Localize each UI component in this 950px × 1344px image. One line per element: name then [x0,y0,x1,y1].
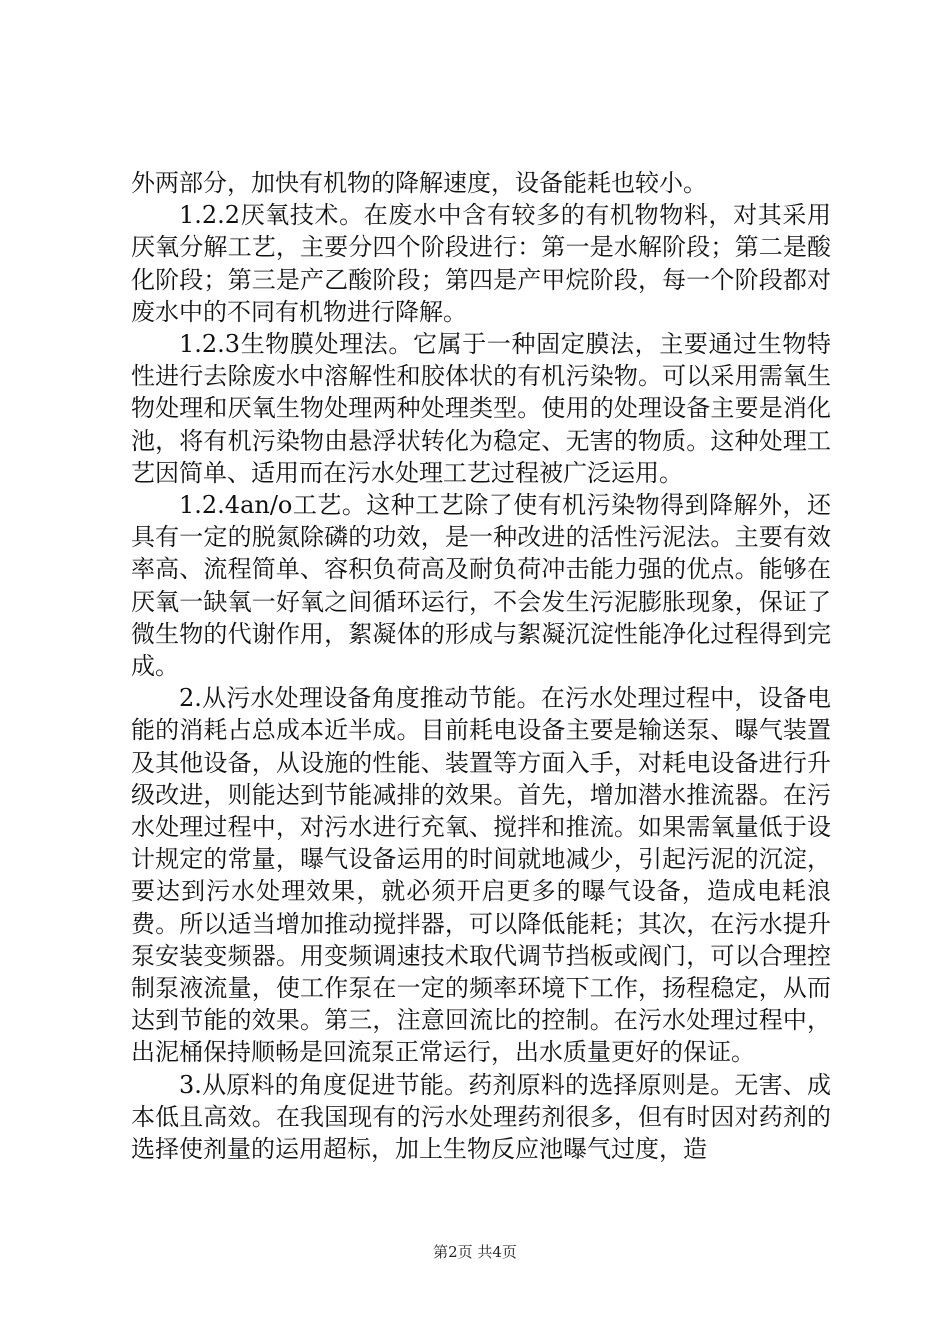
page-number-footer: 第2页 共4页 [433,1243,517,1261]
paragraph-ao-process: 1.2.4an/o工艺。这种工艺除了使有机污染物得到降解外，还具有一定的脱氮除磷的功效，是一种改进的活性污泥法。主要有效率高、流程简单、容积负荷高及耐负荷冲击能力强的优点。能够在厌氧一缺氧一好氧之间循环运行，不会发生污泥膨胀现象，保证了微生物的代谢作用，絮凝体的形成与絮凝沉淀性能净化过程得到完成。 [131,491,831,681]
paragraph-anaerobic-technology: 1.2.2厌氧技术。在废水中含有较多的有机物物料，对其采用厌氧分解工艺，主要分四个阶段进行：第一是水解阶段；第二是酸化阶段；第三是产乙酸阶段；第四是产甲烷阶段，每一个阶段都对废水中的不同有机物进行降解。 [131,201,831,326]
paragraph-raw-material-energy-saving: 3.从原料的角度促进节能。药剂原料的选择原则是。无害、成本低且高效。在我国现有的污水处理药剂很多，但有时因对药剂的选择使剂量的运用超标，加上生物反应池曝气过度，造 [131,1070,831,1164]
paragraph-equipment-energy-saving: 2.从污水处理设备角度推动节能。在污水处理过程中，设备电能的消耗占总成本近半成。目前耗电设备主要是输送泵、曝气装置及其他设备，从设施的性能、装置等方面入手，对耗电设备进行升级改进，则能达到节能减排的效果。首先，增加潜水推流器。在污水处理过程中，对污水进行充氧、搅拌和推流。如果需氧量低于设计规定的常量，曝气设备运用的时间就地减少，引起污泥的沉淀，要达到污水处理效果，就必须开启更多的曝气设备，造成电耗浪费。所以适当增加推动搅拌器，可以降低能耗；其次，在污水提升泵安装变频器。用变频调速技术取代调节挡板或阀门，可以合理控制泵液流量，使工作泵在一定的频率环境下工作，扬程稳定，从而达到节能的效果。第三，注意回流比的控制。在污水处理过程中，出泥桶保持顺畅是回流泵正常运行，出水质量更好的保证。 [131,684,831,1067]
body-text [131,167,831,1165]
paragraph-biofilm-treatment: 1.2.3生物膜处理法。它属于一种固定膜法，主要通过生物特性进行去除废水中溶解性和胶体状的有机污染物。可以采用需氧生物处理和厌氧生物处理两种处理类型。使用的处理设备主要是消化池，将有机污染物由悬浮状转化为稳定、无害的物质。这种处理工艺因简单、适用而在污水处理工艺过程被广泛运用。 [131,330,831,487]
paragraph-continuation: 外两部分，加快有机物的降解速度，设备能耗也较小。 [131,169,707,197]
